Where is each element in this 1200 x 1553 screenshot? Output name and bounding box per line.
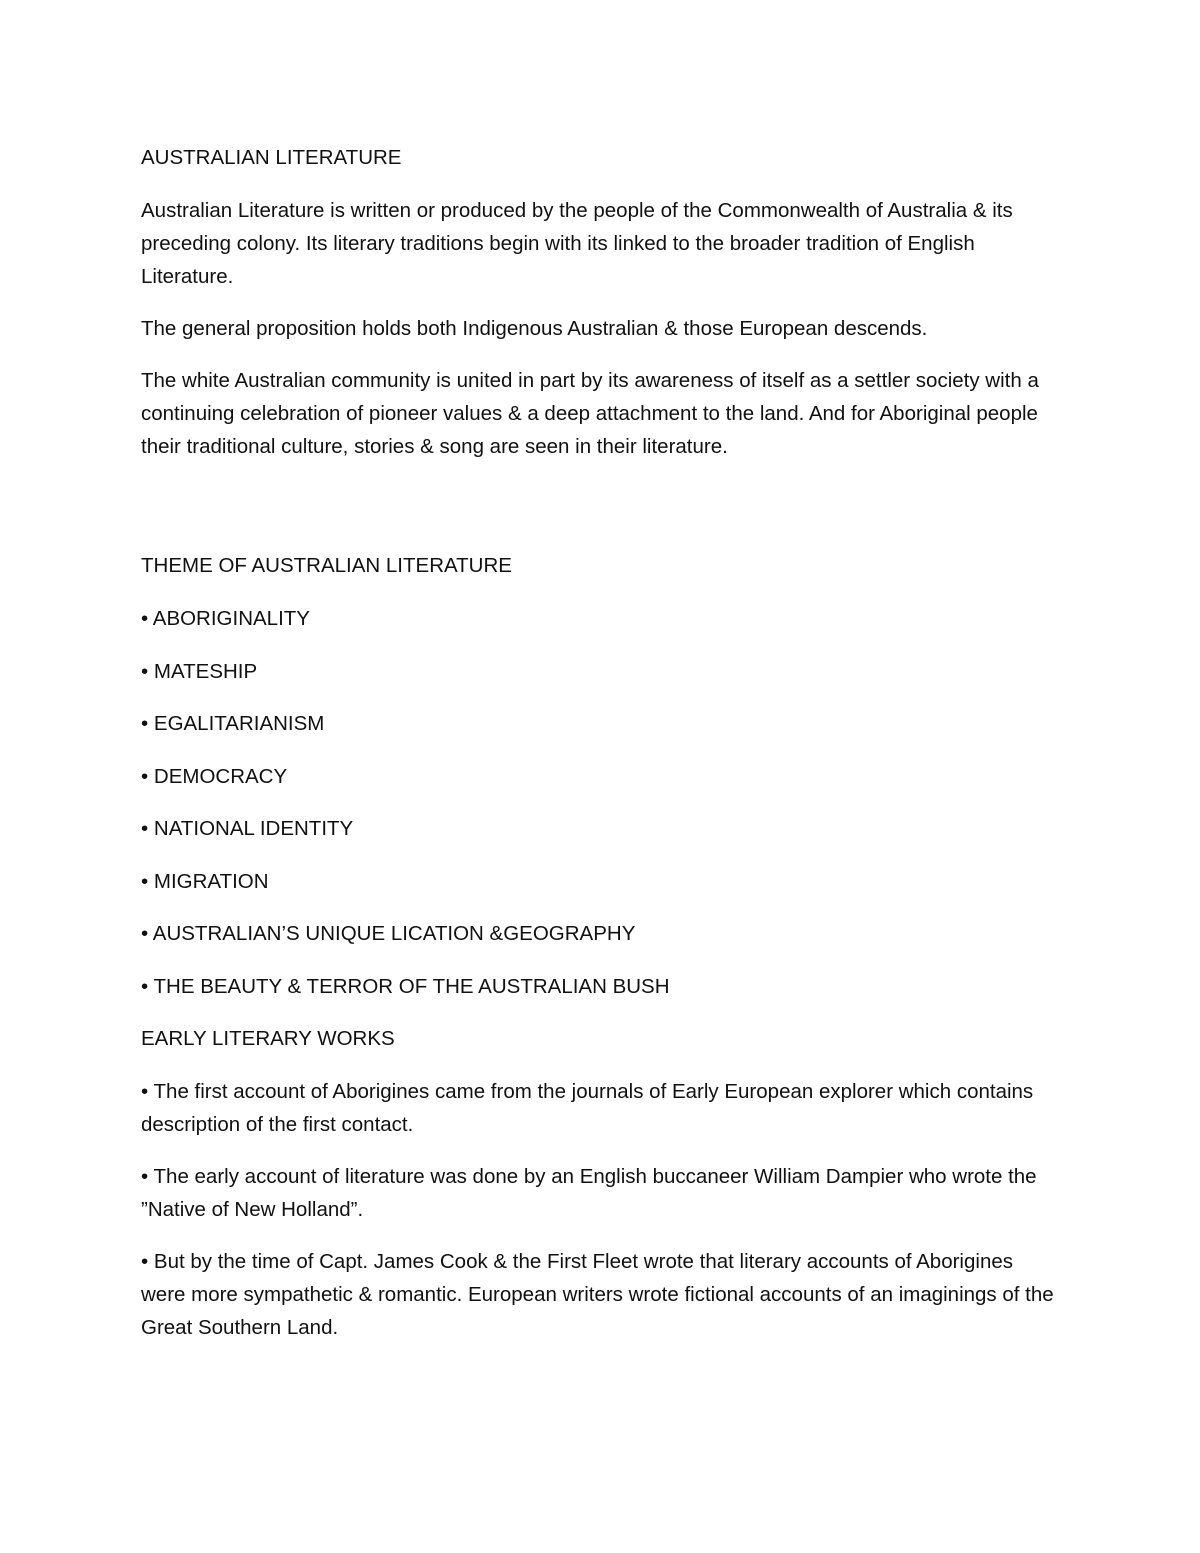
theme-item-label: NATIONAL IDENTITY [153, 817, 354, 840]
theme-item [141, 602, 1061, 635]
works-heading: EARLY LITERARY WORKS [141, 1026, 395, 1050]
bullet-icon: • [141, 974, 149, 998]
intro-paragraph: Australian Literature is written or produced by the people of the Commonwealth of Australia & its preceding colony. Its literary traditions begin with its linked to the broader tradition of English Literature. [141, 199, 1013, 288]
theme-item [141, 917, 1061, 950]
works-list [141, 1075, 1061, 1344]
work-item [141, 1160, 1061, 1226]
white-community-paragraph: The white Australian community is united in part by its awareness of itself as a settler society with a continuing celebration of pioneer values & a deep attachment to the land. And for Aboriginal people their traditional culture, stories & song are seen in their literature. [141, 369, 1039, 458]
theme-item [141, 865, 1061, 898]
work-item [141, 1245, 1061, 1344]
theme-item-label: EGALITARIANISM [153, 712, 325, 735]
themes-list [141, 602, 1061, 1003]
theme-item-label: ABORIGINALITY [152, 607, 310, 630]
bullet-icon: • [141, 922, 149, 945]
theme-item [141, 970, 1061, 1003]
bullet-icon: • [141, 869, 149, 893]
theme-item [141, 655, 1061, 688]
work-item-text: But by the time of Capt. James Cook & the First Fleet wrote that literary accounts of Aborigines were more sympathetic & romantic. European writers wrote fictional accounts of an imaginings of the Great Southern Land. [141, 1249, 1054, 1339]
bullet-icon: • [141, 712, 149, 735]
bullet-icon: • [141, 817, 149, 840]
theme-item [141, 812, 1061, 845]
work-item-text: The first account of Aborigines came from the journals of Early European explorer which contains description of the first contact. [141, 1079, 1034, 1136]
bullet-icon: • [141, 659, 149, 683]
proposition-paragraph: The general proposition holds both Indigenous Australian & those European descends. [141, 317, 928, 340]
work-item [141, 1075, 1061, 1141]
theme-item-label: THE BEAUTY & TERROR OF THE AUSTRALIAN BUSH [153, 974, 670, 998]
bullet-icon: • [141, 1249, 149, 1273]
themes-heading: THEME OF AUSTRALIAN LITERATURE [141, 554, 512, 577]
bullet-icon: • [141, 607, 149, 630]
theme-item-label: DEMOCRACY [153, 764, 288, 788]
document-body [141, 141, 1061, 1363]
theme-item-label: MIGRATION [153, 869, 269, 893]
theme-item [141, 760, 1061, 793]
bullet-icon: • [141, 1164, 149, 1188]
bullet-icon: • [141, 1079, 149, 1103]
theme-item [141, 707, 1061, 740]
bullet-icon: • [141, 764, 149, 788]
page-title: AUSTRALIAN LITERATURE [141, 146, 402, 169]
theme-item-label: AUSTRALIAN’S UNIQUE LICATION &GEOGRAPHY [152, 922, 636, 945]
work-item-text: The early account of literature was done by an English buccaneer William Dampier who wrote the ”Native of New Holland”. [141, 1164, 1037, 1221]
theme-item-label: MATESHIP [153, 659, 258, 683]
